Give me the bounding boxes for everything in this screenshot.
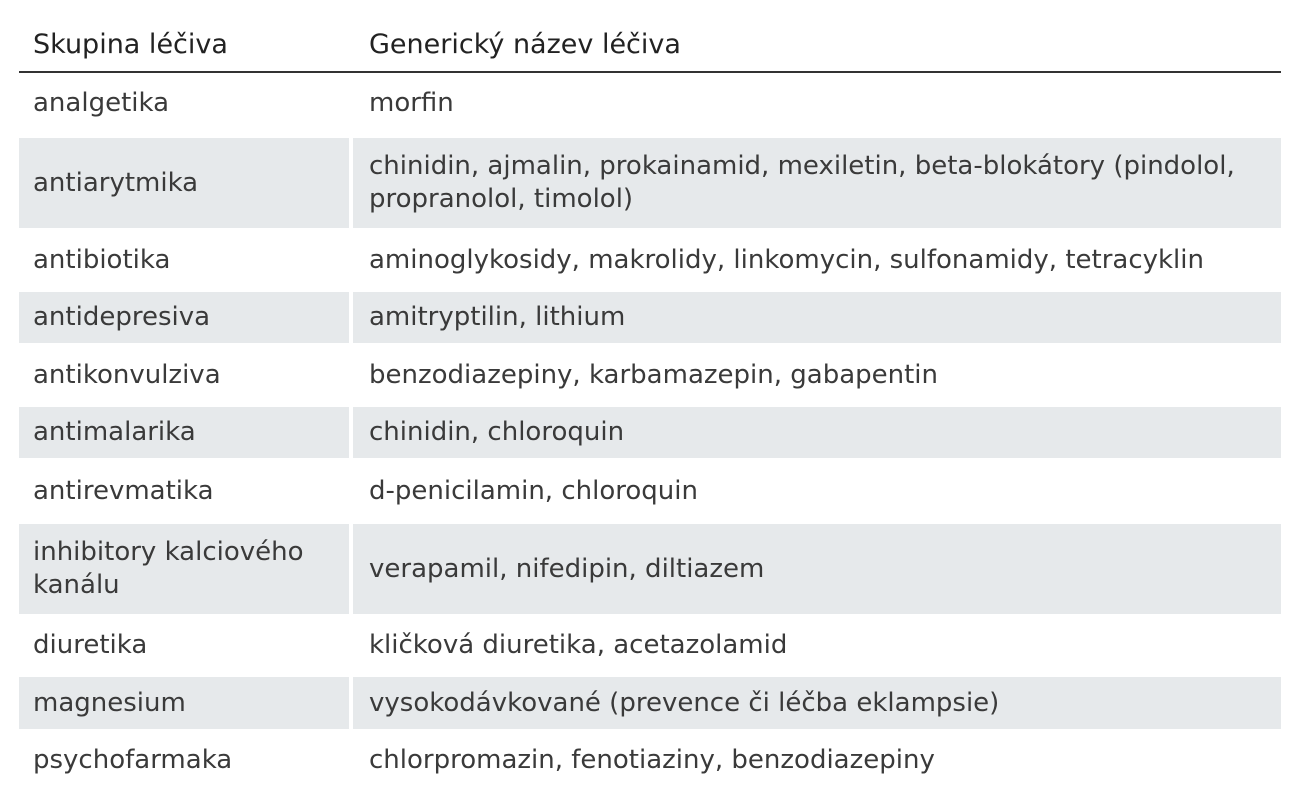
drug-names-cell: d-penicilamin, chloroquin bbox=[353, 458, 1281, 520]
drug-names-cell: vysokodávkované (prevence či léčba eklampsie) bbox=[353, 673, 1281, 729]
drug-names-cell: verapamil, nifedipin, diltiazem bbox=[353, 520, 1281, 614]
drug-table-container bbox=[19, 18, 1281, 787]
drug-names-cell: chinidin, ajmalin, prokainamid, mexiletin, beta-blokátory (pindolol, propranolol, timolol) bbox=[353, 134, 1281, 228]
drug-group-cell: antibiotika bbox=[19, 228, 353, 288]
table-row bbox=[19, 673, 1281, 729]
drug-group-cell: antirevmatika bbox=[19, 458, 353, 520]
drug-table bbox=[19, 18, 1281, 787]
table-row bbox=[19, 134, 1281, 228]
drug-names-cell: chlorpromazin, fenotiaziny, benzodiazepiny bbox=[353, 729, 1281, 787]
table-row bbox=[19, 403, 1281, 458]
table-row bbox=[19, 729, 1281, 787]
drug-group-cell: magnesium bbox=[19, 673, 353, 729]
table-row bbox=[19, 343, 1281, 403]
drug-names-cell: amitryptilin, lithium bbox=[353, 288, 1281, 343]
drug-names-cell: kličková diuretika, acetazolamid bbox=[353, 614, 1281, 673]
drug-names-cell: chinidin, chloroquin bbox=[353, 403, 1281, 458]
drug-names-cell: morfin bbox=[353, 73, 1281, 134]
header-row bbox=[19, 18, 1281, 73]
drug-group-cell: psychofarmaka bbox=[19, 729, 353, 787]
table-row bbox=[19, 228, 1281, 288]
drug-group-cell: antimalarika bbox=[19, 403, 353, 458]
drug-names-cell: aminoglykosidy, makrolidy, linkomycin, sulfonamidy, tetracyklin bbox=[353, 228, 1281, 288]
drug-group-cell: diuretika bbox=[19, 614, 353, 673]
drug-names-cell: benzodiazepiny, karbamazepin, gabapentin bbox=[353, 343, 1281, 403]
table-row bbox=[19, 614, 1281, 673]
table-body bbox=[19, 73, 1281, 787]
table-row bbox=[19, 520, 1281, 614]
drug-group-cell: antiarytmika bbox=[19, 134, 353, 228]
drug-group-cell: antidepresiva bbox=[19, 288, 353, 343]
header-drug-group: Skupina léčiva bbox=[19, 18, 353, 73]
drug-group-cell: inhibitory kalciového kanálu bbox=[19, 520, 353, 614]
header-generic-name: Generický název léčiva bbox=[353, 18, 1281, 73]
table-row bbox=[19, 288, 1281, 343]
drug-group-cell: antikonvulziva bbox=[19, 343, 353, 403]
table-row bbox=[19, 458, 1281, 520]
table-row bbox=[19, 73, 1281, 134]
table-header bbox=[19, 18, 1281, 73]
drug-group-cell: analgetika bbox=[19, 73, 353, 134]
